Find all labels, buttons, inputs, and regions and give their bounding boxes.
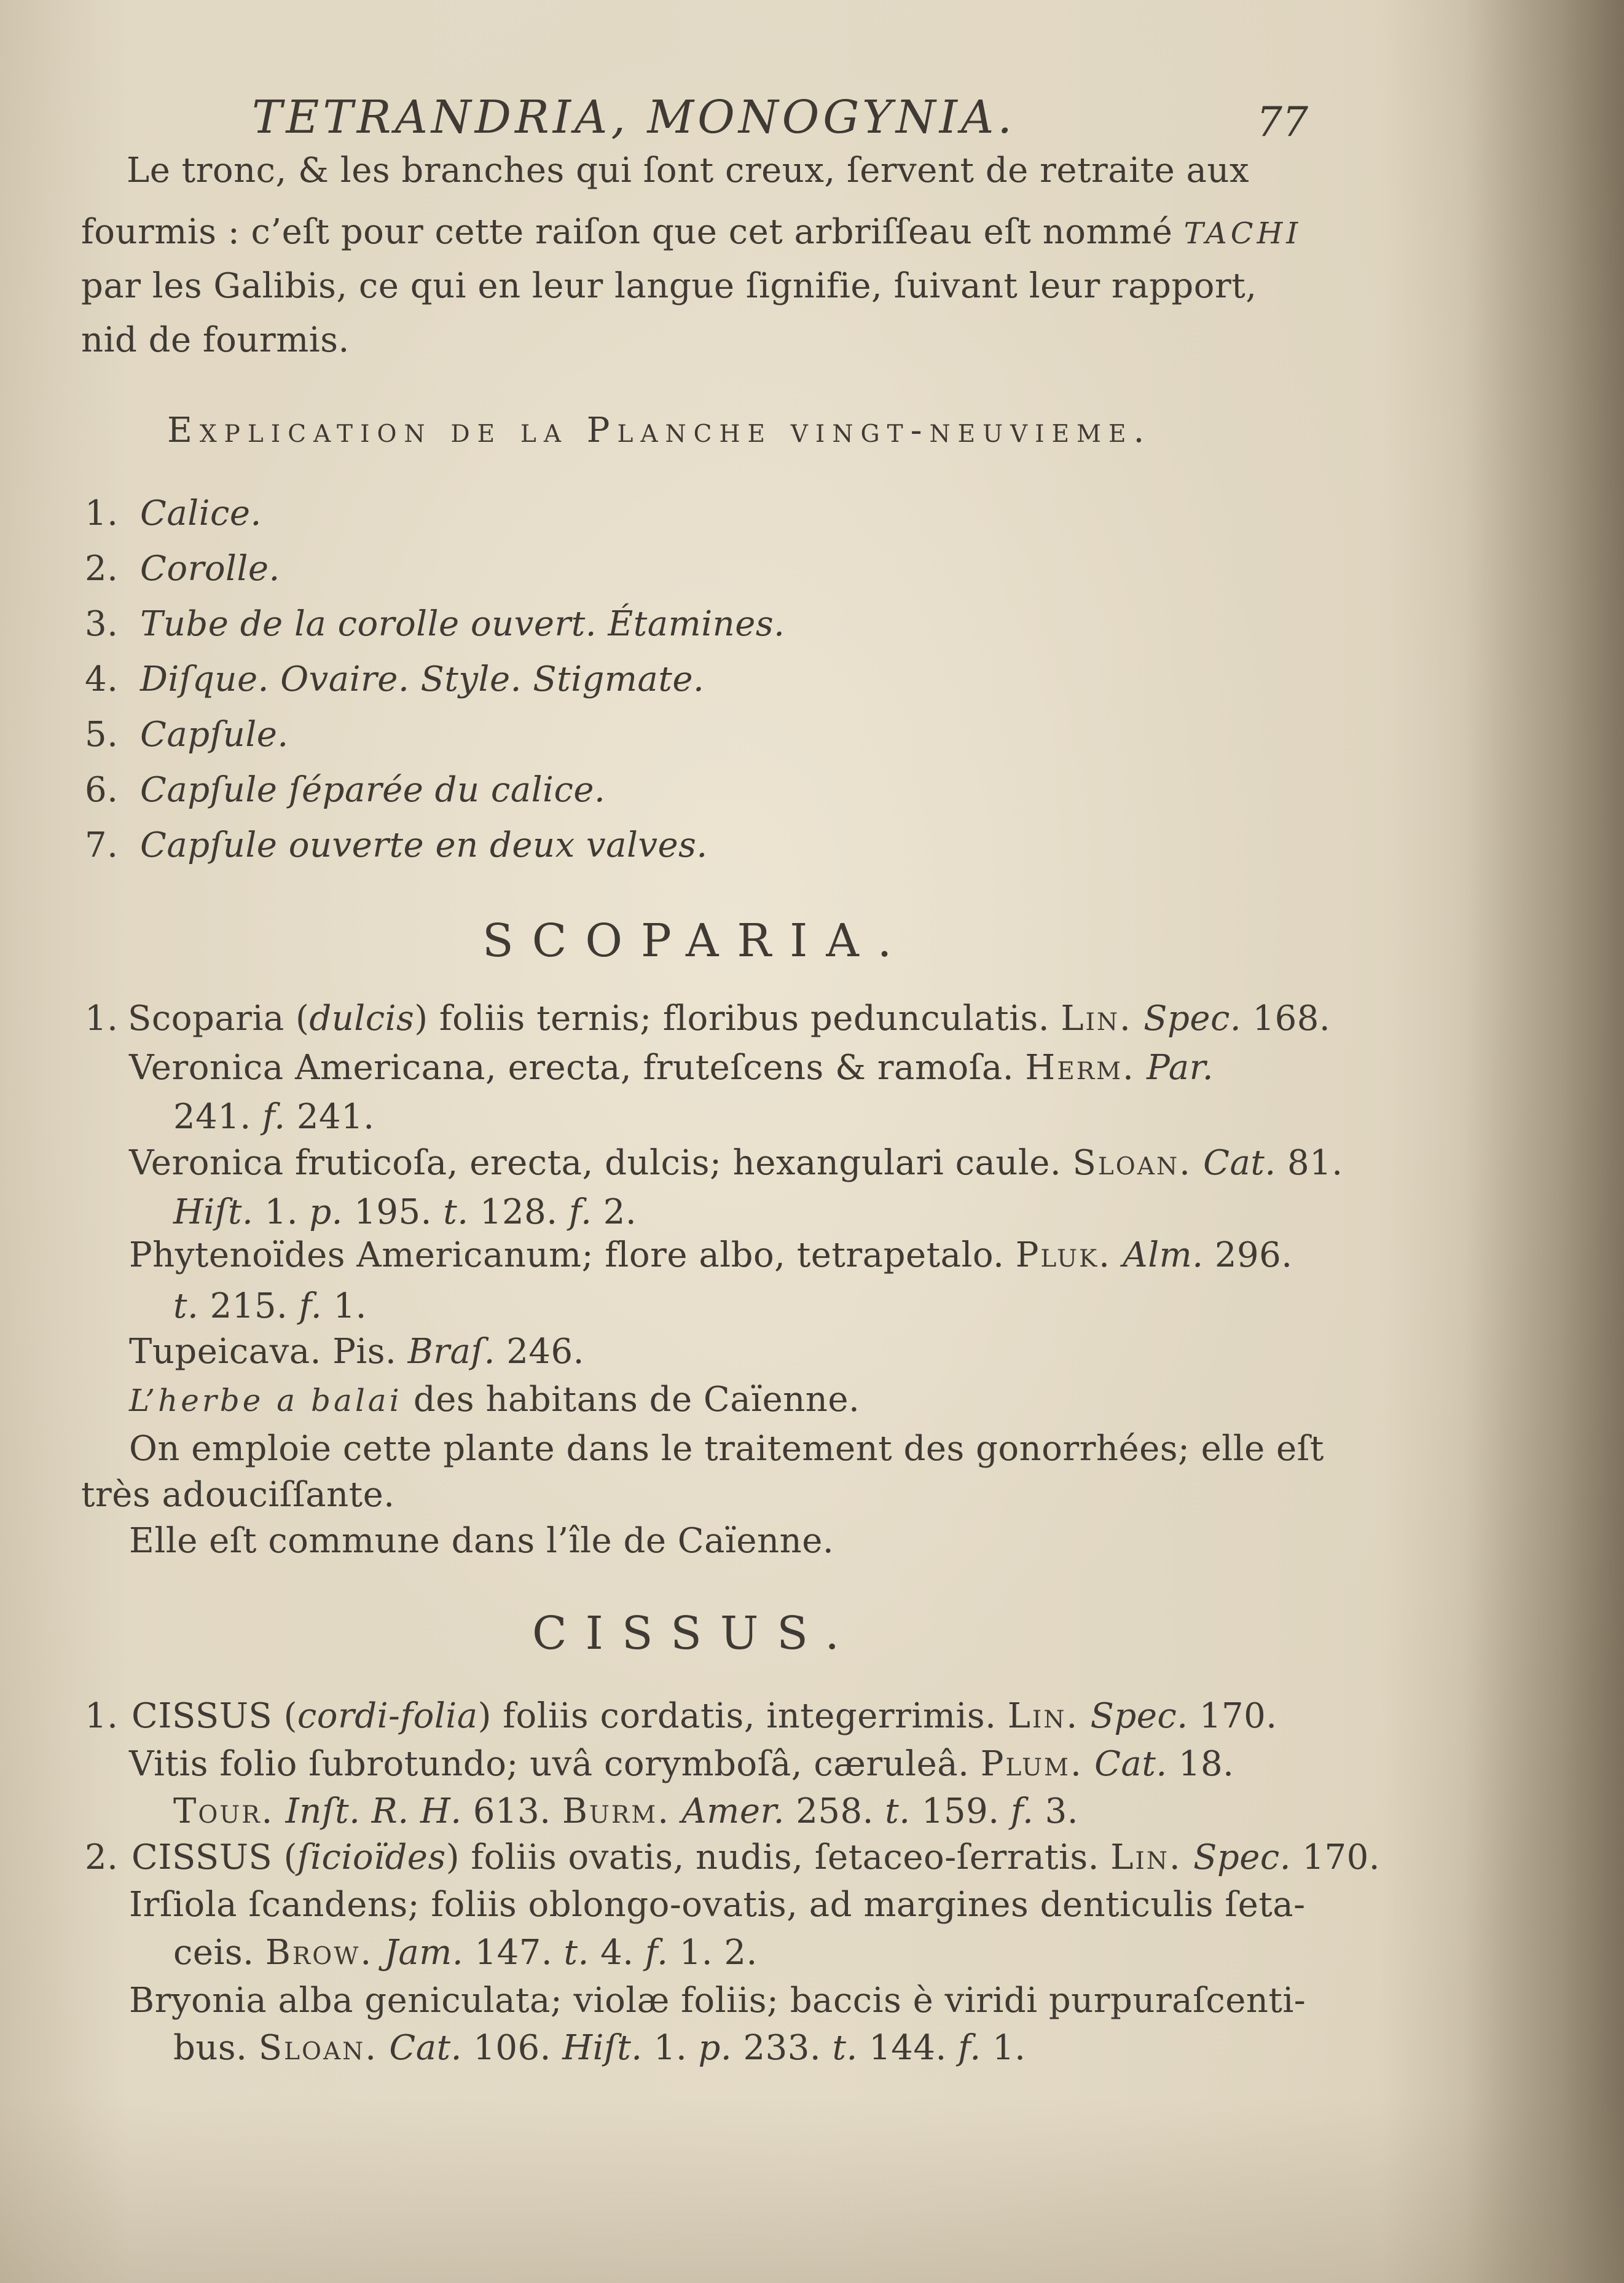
entry-number: 1.: [85, 1696, 119, 1736]
page-number: 77: [1257, 98, 1308, 146]
reference-number: 258.: [784, 1791, 885, 1831]
entry-text: ) foliis cordatis, integerrimis.: [477, 1696, 1008, 1736]
cissus-synonym: Irſiola ſcandens; foliis oblongo-ovatis, ad margines denticulis ſeta-: [129, 1885, 1306, 1925]
scoparia-synonym: [129, 1048, 1214, 1088]
plate-abbrev: t.: [563, 1933, 589, 1973]
plate-item-number: 6.: [85, 770, 119, 810]
entry-text: Veronica fruticoſa, erecta, dulcis; hexangulari caule.: [129, 1143, 1073, 1183]
plate-item: [85, 715, 289, 755]
figure-abbrev: f.: [262, 1097, 286, 1137]
reference-number: 1.: [981, 2028, 1026, 2068]
reference-number: 1.: [253, 1192, 310, 1232]
plate-item: [85, 604, 785, 644]
page-edge-shadow: [1464, 0, 1624, 2283]
plate-item-number: 7.: [85, 825, 119, 865]
figure-abbrev: f.: [299, 1286, 323, 1326]
reference-number: 128.: [468, 1192, 569, 1232]
entry-text: CISSUS (: [131, 1696, 297, 1736]
plate-item-number: 3.: [85, 604, 119, 644]
plate-abbrev: t.: [173, 1286, 199, 1326]
author-abbrev: Lin.: [1110, 1837, 1182, 1877]
work-abbrev: Cat.: [378, 2028, 462, 2068]
species-epithet: cordi-folia: [297, 1696, 478, 1736]
author-abbrev: Lin.: [1061, 999, 1132, 1039]
reference-number: 168.: [1241, 999, 1331, 1039]
cissus-entry-1: [85, 1696, 1277, 1736]
reference-number: 18.: [1167, 1744, 1234, 1784]
entry-text: Veronica Americana, erecta, fruteſcens & ramoſa.: [129, 1048, 1026, 1088]
plate-item-text: Capſule.: [140, 715, 289, 755]
figure-abbrev: f.: [958, 2028, 981, 2068]
genus-heading-scoparia: SCOPARIA.: [482, 914, 911, 967]
plate-abbrev: t.: [443, 1192, 469, 1232]
plate-item: [85, 659, 705, 699]
cissus-synonym: Bryonia alba geniculata; violæ foliis; baccis è viridi purpuraſcenti-: [129, 1981, 1306, 2021]
cissus-synonym-ref: [173, 2028, 1026, 2068]
plate-item: [85, 493, 262, 533]
reference-number: 170.: [1188, 1696, 1277, 1736]
author-abbrev: Herm.: [1025, 1048, 1136, 1088]
reference-number: 1. 2.: [668, 1933, 758, 1973]
plate-item-text: Diſque. Ovaire. Style. Stigmate.: [140, 659, 705, 699]
entry-text: Tupeicava. Pis.: [129, 1332, 408, 1372]
entry-text: ) foliis ternis; floribus pedunculatis.: [414, 999, 1061, 1039]
paragraph-line-3: par les Galibis, ce qui en leur langue ſignifie, ſuivant leur rapport,: [81, 266, 1257, 306]
reference-number: 233.: [732, 2028, 833, 2068]
cissus-synonym-ref: [173, 1791, 1079, 1831]
reference-number: 144.: [857, 2028, 959, 2068]
plate-item-text: Corolle.: [140, 549, 280, 589]
running-head: TETRANDRIA, MONOGYNIA.: [252, 91, 1016, 144]
scoparia-entry-1: [85, 999, 1331, 1039]
cissus-synonym-ref: [173, 1933, 758, 1973]
author-abbrev: Brow.: [265, 1933, 374, 1973]
work-abbrev: Hiſt.: [562, 2028, 643, 2068]
plate-item-text: Capſule ouverte en deux valves.: [140, 825, 708, 865]
plate-abbrev: t.: [832, 2028, 858, 2068]
figure-abbrev: f.: [568, 1192, 592, 1232]
author-abbrev: Sloan.: [258, 2028, 379, 2068]
common-name: L’herbe a balai: [129, 1383, 402, 1418]
reference-number: 613.: [461, 1791, 562, 1831]
local-name-tachi: TACHI: [1183, 216, 1302, 251]
reference-number: 147.: [463, 1933, 564, 1973]
work-abbrev: Amer.: [670, 1791, 785, 1831]
entry-text: des habitans de Caïenne.: [402, 1380, 860, 1420]
plate-item-text: Capſule ſéparée du calice.: [140, 770, 606, 810]
species-epithet: dulcis: [309, 999, 415, 1039]
author-abbrev: Lin.: [1007, 1696, 1080, 1736]
plate-item-number: 5.: [85, 715, 119, 755]
scoparia-common-name: [129, 1380, 860, 1420]
reference-number: 1.: [642, 2028, 699, 2068]
reference-number: 3.: [1034, 1791, 1079, 1831]
entry-text: Vitis folio ſubrotundo; uvâ corymboſâ, cæruleâ.: [129, 1744, 981, 1784]
page-abbrev: p.: [309, 1192, 343, 1232]
reference-number: 215.: [198, 1286, 299, 1326]
reference-number: 241.: [173, 1097, 262, 1137]
work-abbrev: Spec.: [1182, 1837, 1292, 1877]
page-abbrev: p.: [698, 2028, 732, 2068]
plate-item: [85, 770, 606, 810]
work-abbrev: Spec.: [1079, 1696, 1188, 1736]
cissus-synonym: [129, 1744, 1234, 1784]
author-abbrev: Burm.: [562, 1791, 671, 1831]
scoparia-synonym-ref: [173, 1192, 637, 1232]
plate-item-number: 2.: [85, 549, 119, 589]
reference-number: 2.: [592, 1192, 637, 1232]
plate-abbrev: t.: [885, 1791, 911, 1831]
paragraph-line-4: nid de fourmis.: [81, 320, 350, 360]
entry-text: bus.: [173, 2028, 259, 2068]
work-abbrev: Spec.: [1132, 999, 1242, 1039]
work-abbrev: Hiſt.: [173, 1192, 254, 1232]
plate-item-text: Tube de la corolle ouvert. Étamines.: [140, 604, 785, 644]
plate-item: [85, 549, 280, 589]
scoparia-note-line-2: très adouciſſante.: [81, 1475, 395, 1515]
figure-abbrev: f.: [1010, 1791, 1034, 1831]
entry-text: ceis.: [173, 1933, 265, 1973]
scoparia-synonym: [129, 1143, 1343, 1183]
scoparia-synonym: [129, 1332, 584, 1372]
plate-item-number: 1.: [85, 493, 119, 533]
figure-abbrev: f.: [645, 1933, 669, 1973]
reference-number: 246.: [495, 1332, 584, 1372]
author-abbrev: Plum.: [980, 1744, 1083, 1784]
page-bottom-shadow: [0, 2099, 1624, 2283]
reference-number: 159.: [910, 1791, 1011, 1831]
author-abbrev: Tour.: [173, 1791, 275, 1831]
work-abbrev: Inſt. R. H.: [274, 1791, 462, 1831]
entry-text: Scoparia (: [128, 999, 310, 1039]
work-abbrev: Cat.: [1191, 1143, 1276, 1183]
work-abbrev: Jam.: [373, 1933, 464, 1973]
work-abbrev: Par.: [1135, 1048, 1214, 1088]
reference-number: 106.: [461, 2028, 563, 2068]
plate-explanation-caption: Explication de la Planche vingt-neuvieme.: [167, 411, 1152, 450]
author-abbrev: Pluk.: [1015, 1235, 1112, 1275]
entry-text: CISSUS (: [131, 1837, 297, 1877]
reference-number: 170.: [1291, 1837, 1381, 1877]
reference-number: 241.: [285, 1097, 375, 1137]
scoparia-note-line-3: Elle eſt commune dans l’île de Caïenne.: [129, 1521, 834, 1561]
work-abbrev: Cat.: [1083, 1744, 1167, 1784]
entry-text: Phytenoïdes Americanum; flore albo, tetrapetalo.: [129, 1235, 1016, 1275]
plate-item-text: Calice.: [140, 493, 262, 533]
entry-number: 2.: [85, 1837, 119, 1877]
reference-number: 195.: [342, 1192, 444, 1232]
scoparia-synonym-ref: [173, 1286, 367, 1326]
plate-item-number: 4.: [85, 659, 119, 699]
paragraph-text: fourmis : c’eſt pour cette raiſon que cet arbriſſeau eſt nommé: [81, 212, 1184, 252]
scoparia-synonym-ref: [173, 1097, 375, 1137]
author-abbrev: Sloan.: [1072, 1143, 1192, 1183]
work-abbrev: Alm.: [1111, 1235, 1204, 1275]
plate-item: [85, 825, 708, 865]
entry-text: ) foliis ovatis, nudis, ſetaceo-ſerratis.: [445, 1837, 1111, 1877]
paragraph-line-2: [81, 212, 1302, 252]
reference-number: 81.: [1276, 1143, 1343, 1183]
scoparia-note-line-1: On emploie cette plante dans le traitement des gonorrhées; elle eſt: [129, 1429, 1324, 1469]
cissus-entry-2: [85, 1837, 1381, 1877]
reference-number: 296.: [1203, 1235, 1293, 1275]
work-abbrev: Braſ.: [407, 1332, 495, 1372]
reference-number: 1.: [322, 1286, 367, 1326]
reference-number: 4.: [589, 1933, 645, 1973]
paragraph-line-1: Le tronc, & les branches qui ſont creux, ſervent de retraite aux: [127, 151, 1250, 191]
genus-heading-cissus: CISSUS.: [532, 1607, 858, 1660]
entry-number: 1.: [85, 999, 119, 1039]
species-epithet: ſicioïdes: [297, 1837, 446, 1877]
scoparia-synonym: [129, 1235, 1293, 1275]
